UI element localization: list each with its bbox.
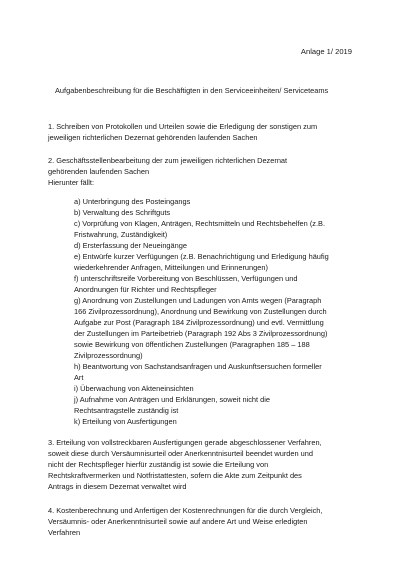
- list-item: j) Aufnahme von Anträgen und Erklärungen, soweit nicht die: [74, 395, 270, 404]
- list-item: k) Erteilung von Ausfertigungen: [74, 417, 177, 426]
- section-1-line: jeweiligen richterlichen Dezernat gehörenden laufenden Sachen: [48, 133, 258, 142]
- section-2-line: Hierunter fällt:: [48, 178, 95, 187]
- section-2: [48, 155, 373, 188]
- section-2-line: 2. Geschäftsstellenbearbeitung der zum jeweiligen richterlichen Dezernat: [48, 156, 288, 165]
- list-item: a) Unterbringung des Posteingangs: [74, 197, 191, 206]
- section-3-line: nicht der Rechtspfleger hierfür zuständig ist sowie die Erteilung von: [48, 460, 269, 469]
- list-item: Zivilprozessordnung): [74, 351, 143, 360]
- list-item: f) unterschriftsreife Vorbereitung von Beschlüssen, Verfügungen und: [74, 274, 298, 283]
- list-item: Art: [74, 373, 84, 382]
- section-4-line: Versäumnis- oder Anerkenntnisurteil sowie auf andere Art und Weise erledigten: [48, 517, 308, 526]
- annex-label: Anlage 1/ 2019: [300, 47, 352, 56]
- list-item: sowie Bewirkung von öffentlichen Zustellungen (Paragraphen 185 – 188: [74, 340, 310, 349]
- section-2-line: gehörenden laufenden Sachen: [48, 167, 150, 176]
- section-3-line: soweit diese durch Versäumnisurteil oder Anerkenntnisurteil beendet wurden und: [48, 449, 313, 458]
- section-4-line: Verfahren: [48, 528, 81, 537]
- list-item: Fristwahrung, Zuständigkeit): [74, 230, 168, 239]
- list-item: i) Überwachung von Akteneinsichten: [74, 384, 194, 393]
- section-1-line: 1. Schreiben von Protokollen und Urteilen sowie die Erledigung der sonstigen zum: [48, 122, 318, 131]
- document-title: Aufgabenbeschreibung für die Beschäftigten in den Serviceeinheiten/ Serviceteams: [55, 86, 329, 95]
- section-1: [48, 121, 373, 143]
- list-item: c) Vorprüfung von Klagen, Anträgen, Rechtsmitteln und Rechtsbehelfen (z.B.: [74, 219, 326, 228]
- section-4: [48, 505, 373, 538]
- section-2-list: [74, 196, 374, 427]
- list-item: d) Ersterfassung der Neueingänge: [74, 241, 187, 250]
- section-3: [48, 437, 373, 492]
- list-item: Anordnungen für Richter und Rechtspfleger: [74, 285, 217, 294]
- list-item: wiederkehrender Anfragen, Mitteilungen und Erinnerungen): [74, 263, 268, 272]
- section-3-line: 3. Erteilung von vollstreckbaren Ausfertigungen gerade abgeschlossener Verfahren,: [48, 438, 322, 447]
- section-3-line: Antrags in diesem Dezernat verwaltet wird: [48, 482, 187, 491]
- section-3-line: Rechtskraftvermerken und Notfristattesten, sofern die Akte zum Zeitpunkt des: [48, 471, 302, 480]
- list-item: g) Anordnung von Zustellungen und Ladungen von Amts wegen (Paragraph: [74, 296, 322, 305]
- list-item: der Zustellungen im Parteibetrieb (Paragraph 192 Abs 3 Zivilprozessordnung): [74, 329, 328, 338]
- list-item: Rechtsantragstelle zuständig ist: [74, 406, 179, 415]
- list-item: h) Beantwortung von Sachstandsanfragen und Auskunftsersuchen formeller: [74, 362, 322, 371]
- list-item: e) Entwürfe kurzer Verfügungen (z.B. Benachrichtigung und Erledigung häufig: [74, 252, 329, 261]
- list-item: b) Verwaltung des Schriftguts: [74, 208, 171, 217]
- list-item: 166 Zivilprozessordnung), Anordnung und Bewirkung von Zustellungen durch: [74, 307, 327, 316]
- list-item: Aufgabe zur Post (Paragraph 184 Zivilprozessordnung) und evtl. Vermittlung: [74, 318, 324, 327]
- section-4-line: 4. Kostenberechnung und Anfertigen der Kostenrechnungen für die durch Vergleich,: [48, 506, 323, 515]
